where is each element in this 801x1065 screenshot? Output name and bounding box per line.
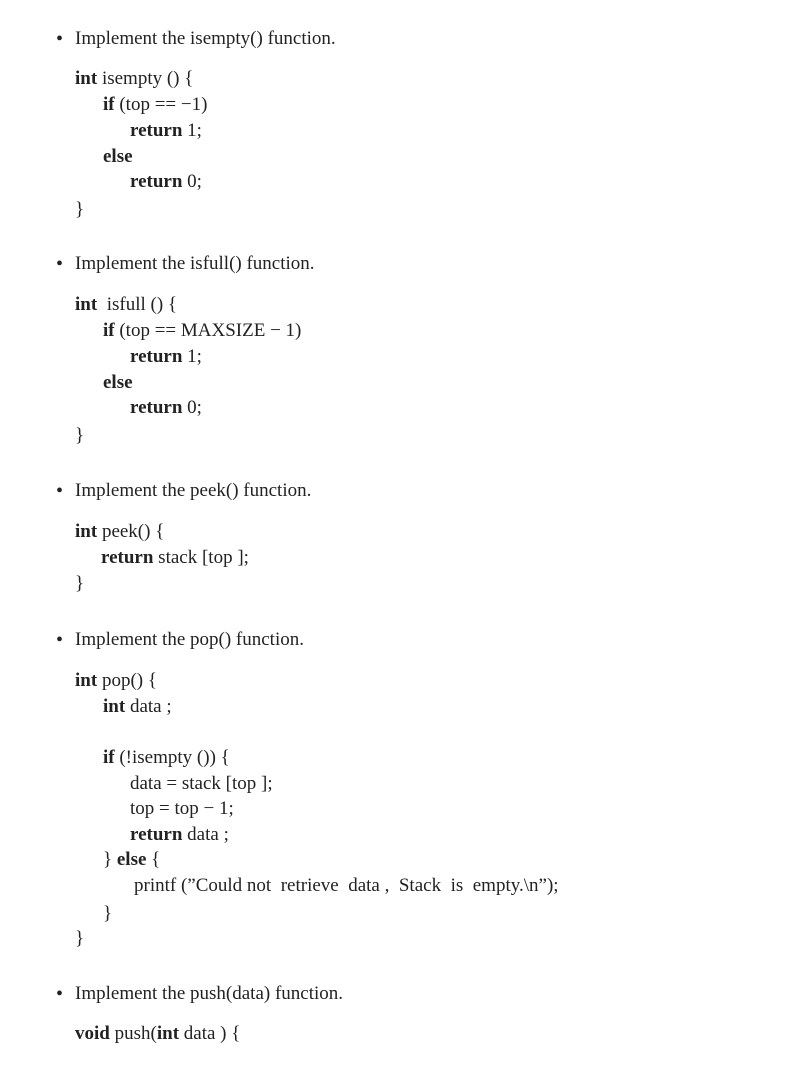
code-line: if (top == MAXSIZE − 1)	[103, 320, 302, 341]
code-line: printf (”Could not retrieve data , Stack is empty.\n”);	[134, 875, 559, 896]
code-line: return 0;	[130, 171, 202, 192]
code-line: return 0;	[130, 397, 202, 418]
code-line: }	[103, 903, 113, 924]
code-line: return data ;	[130, 824, 229, 845]
bullet-icon: •	[56, 629, 64, 651]
code-line: else	[103, 372, 133, 393]
section-heading: Implement the peek() function.	[75, 480, 312, 501]
code-line: }	[75, 573, 85, 594]
bullet-icon: •	[56, 28, 64, 50]
code-line: top = top − 1;	[130, 798, 234, 819]
code-line: int pop() {	[75, 670, 157, 691]
bullet-icon: •	[56, 480, 64, 502]
code-line: }	[75, 425, 85, 446]
code-line: int data ;	[103, 696, 172, 717]
section-heading: Implement the pop() function.	[75, 629, 304, 650]
code-line: } else {	[103, 849, 161, 870]
code-line: int isempty () {	[75, 68, 194, 89]
code-line: int peek() {	[75, 521, 165, 542]
code-line: }	[75, 928, 85, 949]
code-line: }	[75, 199, 85, 220]
section-heading: Implement the isfull() function.	[75, 253, 315, 274]
code-line: void push(int data ) {	[75, 1023, 241, 1044]
code-line: if (!isempty ()) {	[103, 747, 230, 768]
code-line: data = stack [top ];	[130, 773, 273, 794]
code-line: return 1;	[130, 346, 202, 367]
bullet-icon: •	[56, 253, 64, 275]
section-heading: Implement the push(data) function.	[75, 983, 344, 1004]
code-line: return 1;	[130, 120, 202, 141]
bullet-icon: •	[56, 983, 64, 1005]
section-heading: Implement the isempty() function.	[75, 28, 336, 49]
code-line: return stack [top ];	[101, 547, 249, 568]
code-line: else	[103, 146, 133, 167]
code-line: int isfull () {	[75, 294, 178, 315]
code-line: if (top == −1)	[103, 94, 208, 115]
